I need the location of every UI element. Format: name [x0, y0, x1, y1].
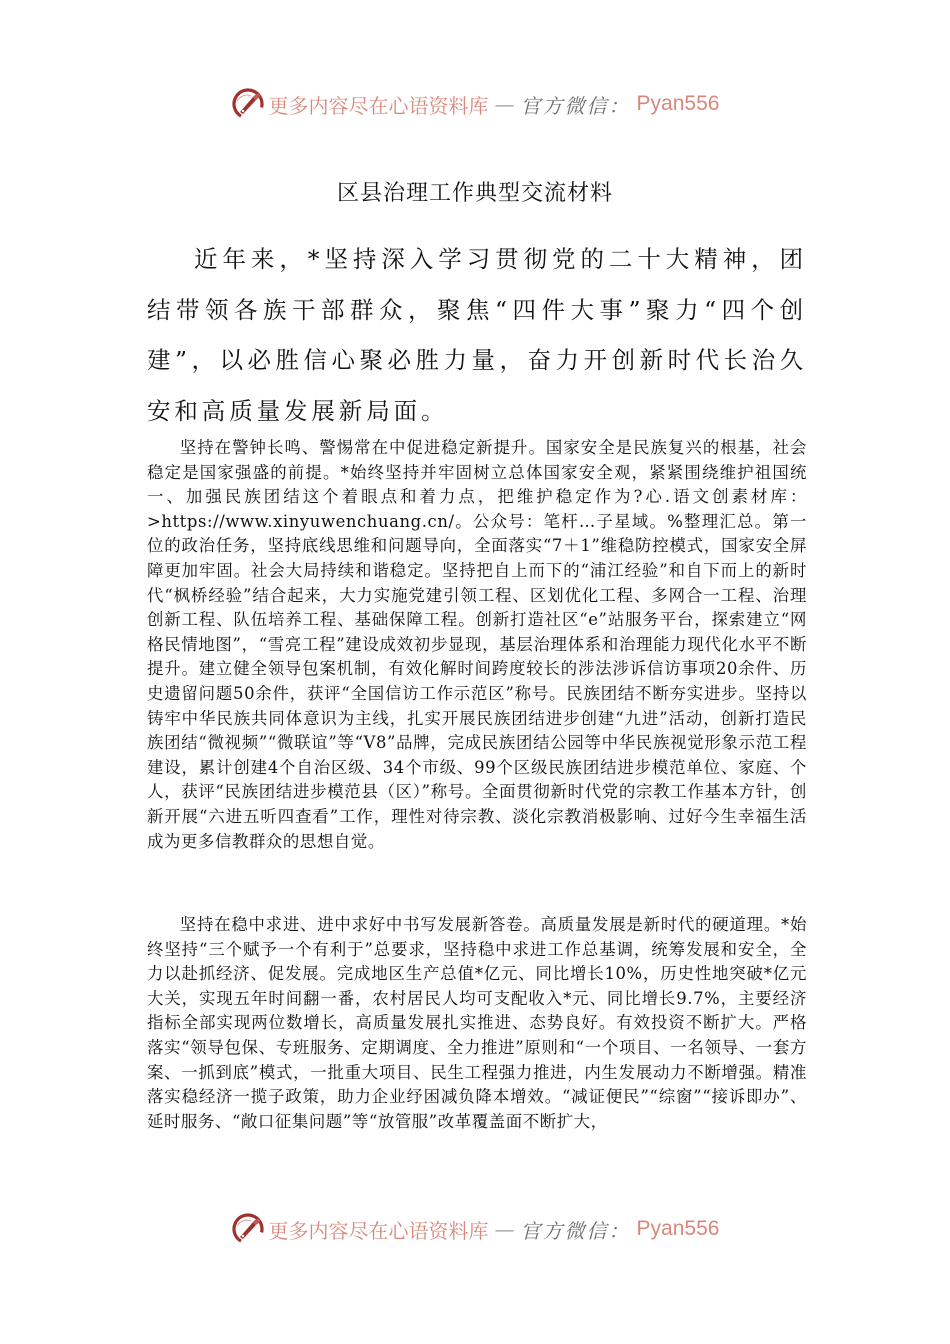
quill-pen-logo-icon	[231, 87, 265, 121]
header-watermark-banner	[0, 82, 950, 126]
body-paragraph-development: 坚持在稳中求进、进中求好中书写发展新答卷。高质量发展是新时代的硬道理。*始终坚持“三个赋予一个有利于”总要求，坚持稳中求进工作总基调，统筹发展和安全，全力以赴抓经济、促发展。完成地区生产总值*亿元、同比增长10%，历史性地突破*亿元大关，实现五年时间翻一番，农村居民人均可支配收入*元、同比增长9.7%，主要经济指标全部实现两位数增长，高质量发展扎实推进、态势良好。有效投资不断扩大。严格落实“领导包保、专班服务、定期调度、全力推进”原则和“一个项目、一名领导、一套方案、一抓到底”模式，一批重大项目、民生工程强力推进，内生发展动力不断增强。精准落实稳经济一揽子政策，助力企业纾困减负降本增效。“减证便民”“综窗”“接诉即办”、延时服务、“敞口征集问题”等“放管服”改革覆盖面不断扩大，	[147, 915, 807, 1131]
banner-content	[231, 1212, 720, 1246]
banner-dash: —	[494, 1217, 515, 1241]
quill-pen-logo-icon	[231, 1212, 265, 1246]
banner-wechat-id: Pyan556	[636, 92, 720, 115]
banner-dash: —	[494, 92, 515, 116]
banner-wechat-id: Pyan556	[636, 1217, 720, 1240]
footer-watermark-banner	[0, 1207, 950, 1251]
banner-slogan: 更多内容尽在心语资料库	[268, 1218, 489, 1243]
banner-wechat-label: 官方微信：	[520, 93, 631, 118]
banner-slogan: 更多内容尽在心语资料库	[268, 93, 489, 118]
banner-wechat-label: 官方微信：	[520, 1218, 631, 1243]
body-paragraph-stability: 坚持在警钟长鸣、警惕常在中促进稳定新提升。国家安全是民族复兴的根基，社会稳定是国家强盛的前提。*始终坚持并牢固树立总体国家安全观，紧紧围绕维护祖国统一、加强民族团结这个着眼点和着力点，把维护稳定作为?心.语文创素材库：>https://www.xinyuwenchuang.cn/。公众号：笔杆…子星域。%整理汇总。第一位的政治任务，坚持底线思维和问题导向，全面落实“7＋1”维稳防控模式，国家安全屏障更加牢固。社会大局持续和谐稳定。坚持把自上而下的“浦江经验”和自下而上的新时代“枫桥经验”结合起来，大力实施党建引领工程、区划优化工程、多网合一工程、治理创新工程、队伍培养工程、基础保障工程。创新打造社区“e”站服务平台，探索建立“网格民情地图”，“雪亮工程”建设成效初步显现，基层治理体系和治理能力现代化水平不断提升。建立健全领导包案机制，有效化解时间跨度较长的涉法涉诉信访事项20余件、历史遗留问题50余件，获评“全国信访工作示范区”称号。民族团结不断夯实进步。坚持以铸牢中华民族共同体意识为主线，扎实开展民族团结进步创建“九进”活动，创新打造民族团结“微视频”“微联谊”等“V8”品牌，完成民族团结公园等中华民族视觉形象示范工程建设，累计创建4个自治区级、34个市级、99个区级民族团结进步模范单位、家庭、个人，获评“民族团结进步模范县（区）”称号。全面贯彻新时代党的宗教工作基本方针，创新开展“六进五听四查看”工作，理性对待宗教、淡化宗教消极影响、过好今生幸福生活成为更多信教群众的思想自觉。	[147, 438, 807, 851]
lead-paragraph: 近年来，*坚持深入学习贯彻党的二十大精神，团结带领各族干部群众，聚焦“四件大事”聚力“四个创建”，以必胜信心聚必胜力量，奋力开创新时代长治久安和高质量发展新局面。	[147, 245, 807, 425]
banner-content	[231, 87, 720, 121]
document-title: 区县治理工作典型交流材料	[336, 181, 613, 206]
